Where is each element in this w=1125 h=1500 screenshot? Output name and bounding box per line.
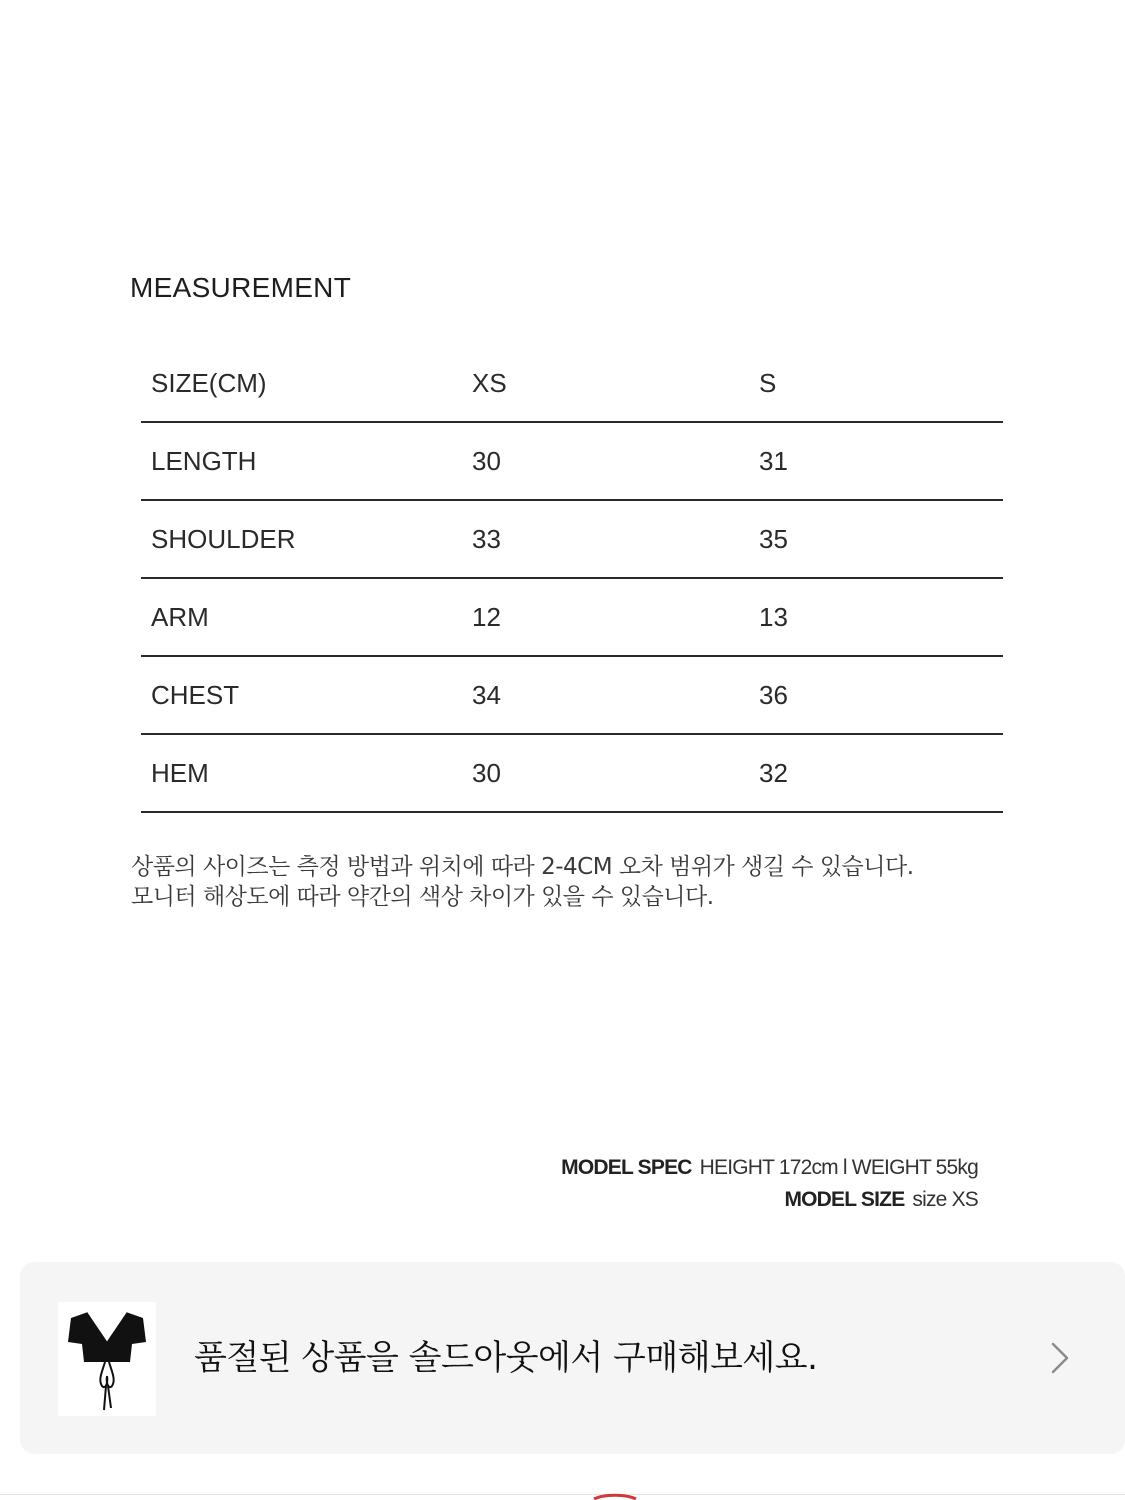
color-notice-line: 모니터 해상도에 따라 약간의 색상 차이가 있을 수 있습니다.: [131, 884, 714, 910]
row-value-s: 35: [759, 524, 788, 554]
row-value-s: 36: [759, 680, 788, 710]
row-value-xs: 34: [472, 680, 501, 710]
chevron-right-icon: [1041, 1340, 1077, 1376]
bottom-divider: [0, 1494, 1125, 1495]
row-label: LENGTH: [151, 446, 257, 476]
soldout-banner[interactable]: [20, 1262, 1125, 1454]
row-value-s: 31: [759, 446, 788, 476]
row-label: HEM: [151, 758, 209, 788]
row-value-xs: 33: [472, 524, 501, 554]
product-thumbnail: [58, 1302, 156, 1416]
table-header-row: [141, 345, 1003, 423]
table-row: [141, 501, 1003, 579]
row-label: SHOULDER: [151, 524, 296, 554]
row-value-xs: 30: [472, 446, 501, 476]
row-value-s: 13: [759, 602, 788, 632]
crop-top-icon: [58, 1302, 156, 1416]
row-value-s: 32: [759, 758, 788, 788]
row-label: CHEST: [151, 680, 240, 710]
model-spec-key: MODEL SPEC: [561, 1156, 692, 1179]
row-value-xs: 30: [472, 758, 501, 788]
model-spec: [561, 1152, 978, 1216]
table-row: [141, 579, 1003, 657]
row-label: ARM: [151, 602, 209, 632]
model-spec-line: [561, 1152, 978, 1184]
model-size-key: MODEL SIZE: [784, 1188, 905, 1211]
soldout-banner-text: 품절된 상품을 솔드아웃에서 구매해보세요.: [194, 1338, 818, 1378]
table-row: [141, 423, 1003, 501]
model-size-value: size XS: [912, 1188, 978, 1211]
header-xs: XS: [472, 368, 507, 398]
size-notice: [131, 852, 914, 912]
model-spec-value: HEIGHT 172cm l WEIGHT 55kg: [699, 1156, 978, 1179]
partial-red-mark-icon: [592, 1493, 638, 1500]
header-s: S: [759, 368, 777, 398]
size-notice-line: 상품의 사이즈는 측정 방법과 위치에 따라 2-4CM 오차 범위가 생길 수 있습니다.: [131, 854, 914, 880]
measurement-title: MEASUREMENT: [130, 272, 352, 303]
table-row: [141, 735, 1003, 813]
model-size-line: [561, 1184, 978, 1216]
header-size-cm: SIZE(CM): [151, 368, 267, 398]
row-value-xs: 12: [472, 602, 501, 632]
table-row: [141, 657, 1003, 735]
size-table: [141, 345, 1003, 813]
